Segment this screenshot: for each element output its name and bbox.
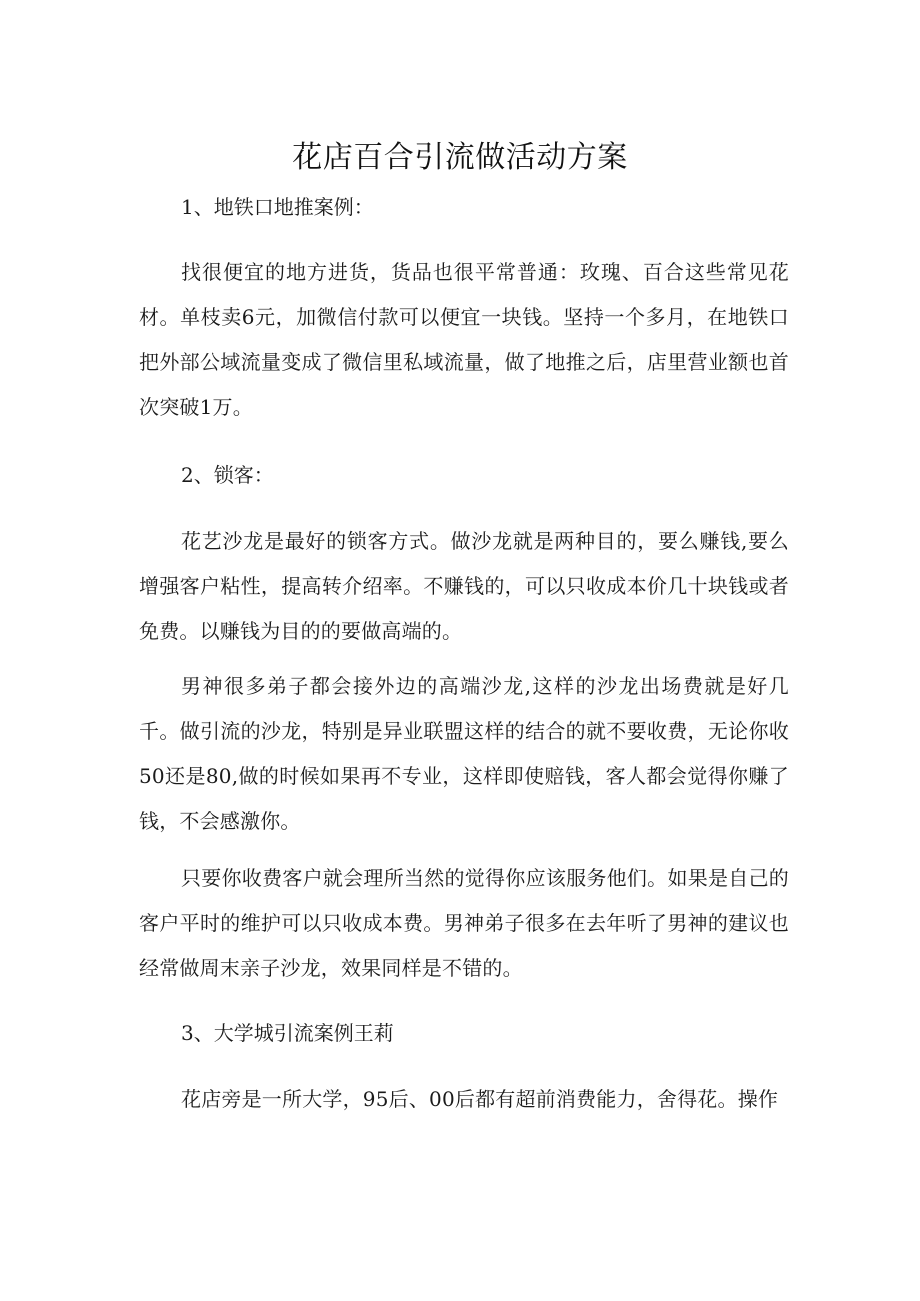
paragraph: 花艺沙龙是最好的锁客方式。做沙龙就是两种目的，要么赚钱,要么增强客户粘性，提高转介绍率。不赚钱的，可以只收成本价几十块钱或者免费。以赚钱为目的的要做高端的。 (139, 529, 789, 643)
document-title: 花店百合引流做活动方案 (292, 140, 628, 175)
paragraph: 花店旁是一所大学，95后、00后都有超前消费能力，舍得花。操作 (181, 1087, 779, 1111)
paragraph: 只要你收费客户就会理所当然的觉得你应该服务他们。如果是自己的客户平时的维护可以只收成本费。男神弟子很多在去年听了男神的建议也经常做周末亲子沙龙，效果同样是不错的。 (139, 866, 789, 980)
section-heading-2: 2、锁客： (181, 463, 274, 487)
section-heading-1: 1、地铁口地推案例： (181, 195, 374, 219)
paragraph: 找很便宜的地方进货，货品也很平常普通：玫瑰、百合这些常见花材。单枝卖6元，加微信付款可以便宜一块钱。坚持一个多月，在地铁口把外部公域流量变成了微信里私域流量，做了地推之后，店里营业额也首次突破1万。 (139, 260, 789, 419)
section-heading-3: 3、大学城引流案例王莉 (181, 1021, 394, 1045)
paragraph: 男神很多弟子都会接外边的高端沙龙,这样的沙龙出场费就是好几千。做引流的沙龙，特别是异业联盟这样的结合的就不要收费，无论你收50还是80,做的时候如果再不专业，这样即使赔钱，客人都会觉得你赚了钱，不会感激你。 (139, 674, 789, 833)
